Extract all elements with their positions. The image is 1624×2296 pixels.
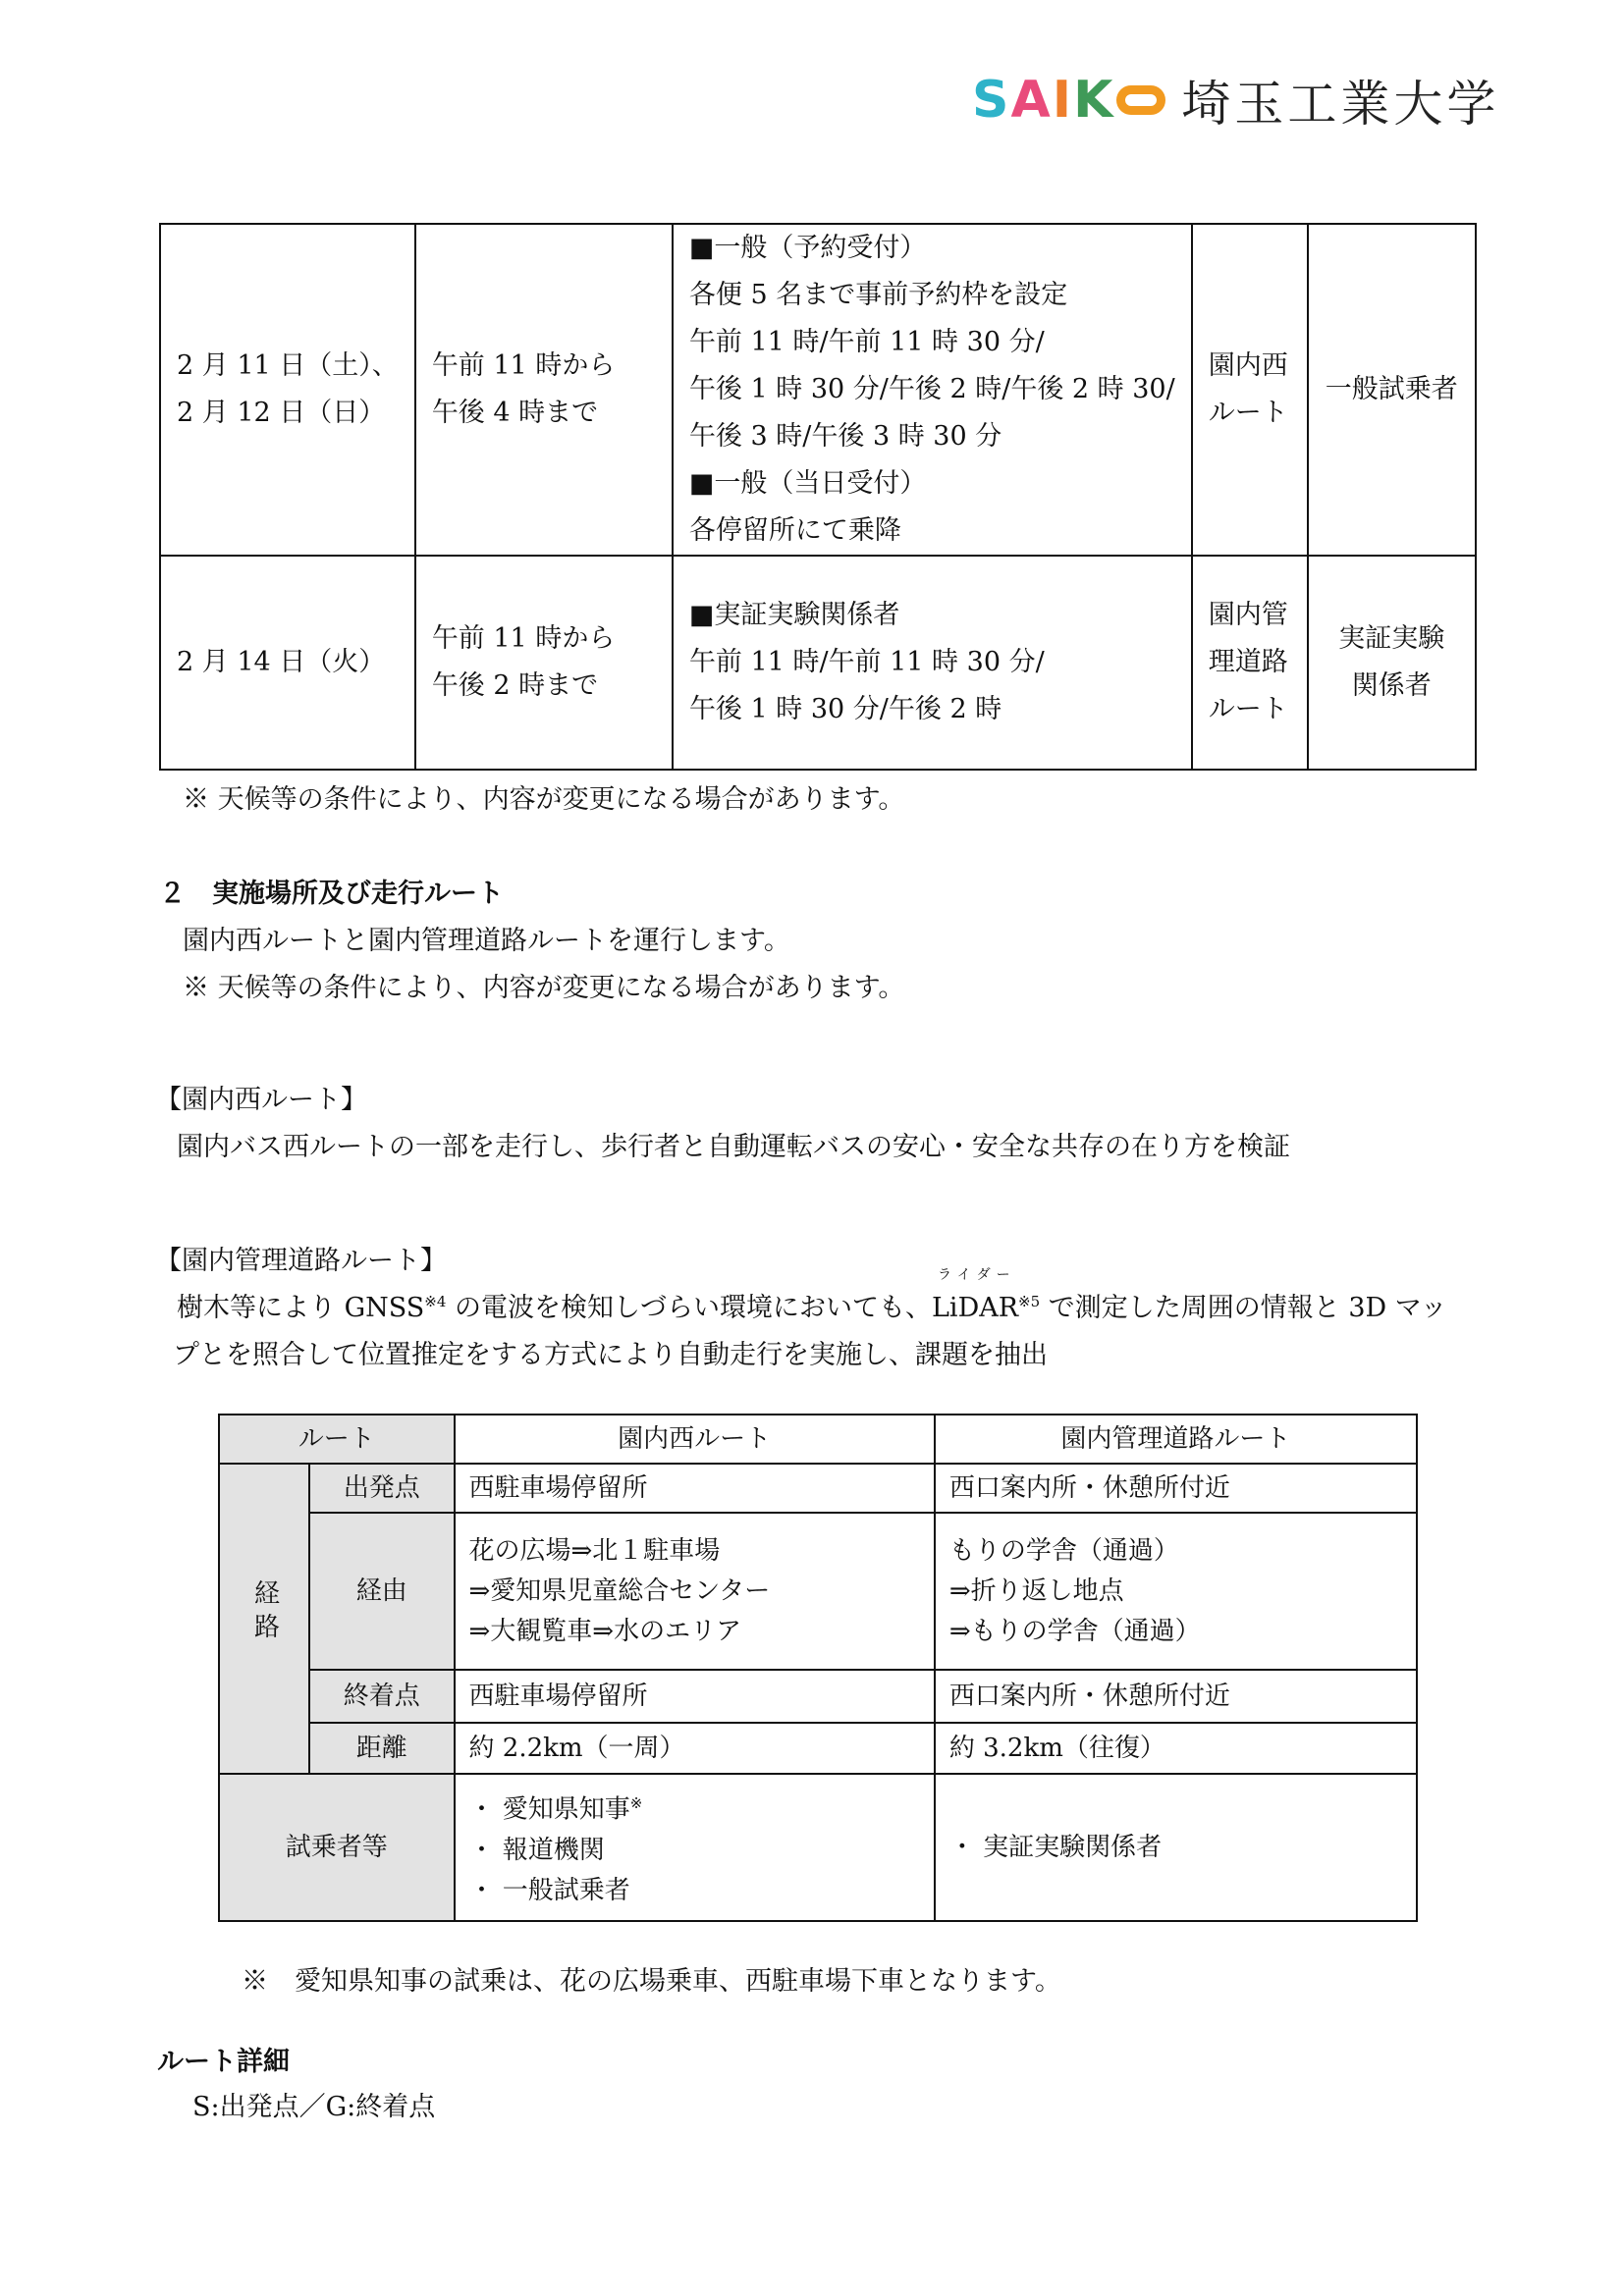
group-label-route <box>219 1464 309 1774</box>
rider-item: ・ 一般試乗者 <box>468 1875 630 1905</box>
schedule-detail-line: 午前 11 時/午前 11 時 30 分/ <box>688 327 1045 357</box>
logo-letter-a: A <box>1010 71 1053 130</box>
schedule-table <box>159 223 1477 771</box>
row-label: 経由 <box>309 1513 455 1670</box>
schedule-time: 午前 11 時から <box>431 350 616 381</box>
schedule-riders-cell <box>1308 224 1476 556</box>
mgmt-route-description <box>177 1286 1447 1324</box>
route-detail-heading: ルート詳細 <box>157 2047 290 2077</box>
weather-note: ※ 天候等の条件により、内容が変更になる場合があります。 <box>183 973 905 1003</box>
row-label: 出発点 <box>309 1464 455 1513</box>
mgmt-route-heading: 【園内管理道路ルート】 <box>155 1246 447 1276</box>
logo-letter-s: S <box>972 71 1011 130</box>
mgmt-via: もりの学舎（通過） <box>948 1535 1179 1566</box>
schedule-detail-line: 各停留所にて乗降 <box>688 515 901 546</box>
west-via: ⇒愛知県児童総合センター <box>468 1575 771 1606</box>
schedule-date: 2 月 14 日（火） <box>177 647 386 677</box>
footnote-ref: ※4 <box>424 1293 447 1310</box>
west-cell <box>455 1774 935 1921</box>
schedule-route-cell <box>1192 556 1308 770</box>
west-via: ⇒大観覧車⇒水のエリア <box>468 1616 742 1646</box>
schedule-riders: 関係者 <box>1351 670 1432 701</box>
logo-ring-icon <box>1116 85 1165 115</box>
schedule-riders: 一般試乗者 <box>1325 374 1458 404</box>
column-header-west: 園内西ルート <box>455 1415 935 1464</box>
table-row <box>219 1774 1417 1921</box>
schedule-date-cell <box>160 224 415 556</box>
table-row <box>219 1415 1417 1464</box>
mgmt-cell <box>935 1513 1417 1670</box>
weather-note: ※ 天候等の条件により、内容が変更になる場合があります。 <box>183 784 905 815</box>
rider-text: ・ 愛知県知事 <box>468 1794 630 1825</box>
section-heading: ２ 実施場所及び走行ルート <box>159 879 504 909</box>
logo-letter-i: I <box>1052 71 1074 130</box>
schedule-detail-line: 午後 1 時 30 分/午後 2 時 <box>688 694 1002 724</box>
schedule-riders: 実証実験 <box>1338 623 1445 654</box>
description-text: で測定した周囲の情報と 3D マッ <box>1040 1293 1447 1323</box>
logo-letter-k: K <box>1073 71 1115 130</box>
section-body: 園内西ルートと園内管理道路ルートを運行します。 <box>183 926 790 956</box>
schedule-row <box>160 556 1476 770</box>
schedule-detail-line: 午後 1 時 30 分/午後 2 時/午後 2 時 30/ <box>688 374 1175 404</box>
schedule-time: 午前 11 時から <box>431 623 616 654</box>
schedule-route: 理道路 <box>1208 647 1288 677</box>
mgmt-via: ⇒折り返し地点 <box>948 1575 1124 1606</box>
west-cell <box>455 1513 935 1670</box>
west-route-description: 園内バス西ルートの一部を走行し、歩行者と自動運転バスの安心・安全な共存の在り方を検証 <box>177 1132 1290 1162</box>
schedule-detail-line: 午前 11 時/午前 11 時 30 分/ <box>688 647 1045 677</box>
table-row <box>219 1513 1417 1670</box>
schedule-time-cell <box>415 556 673 770</box>
west-cell: 西駐車場停留所 <box>455 1670 935 1723</box>
route-header-label: ルート <box>219 1415 455 1464</box>
schedule-date-cell <box>160 556 415 770</box>
schedule-detail-line: 各便 5 名まで事前予約枠を設定 <box>688 280 1068 310</box>
schedule-detail-cell <box>673 224 1192 556</box>
footnote-ref: ※ <box>629 1794 643 1813</box>
schedule-route: 園内管 <box>1208 600 1288 630</box>
governor-note: ※ 愛知県知事の試乗は、花の広場乗車、西駐車場下車となります。 <box>242 1966 1061 1997</box>
schedule-date: 2 月 11 日（土）、 <box>177 350 399 381</box>
schedule-detail-line: ■一般（予約受付） <box>688 233 927 263</box>
mgmt-cell <box>935 1774 1417 1921</box>
mgmt-cell: 約 3.2km（往復） <box>935 1723 1417 1774</box>
route-table <box>218 1414 1418 1922</box>
rider-item <box>469 1784 920 1831</box>
schedule-row <box>160 224 1476 556</box>
rider-item: ・ 報道機関 <box>468 1835 605 1865</box>
schedule-date: 2 月 12 日（日） <box>177 398 386 428</box>
row-label: 試乗者等 <box>219 1774 455 1921</box>
schedule-detail-line: 午後 3 時/午後 3 時 30 分 <box>688 421 1002 452</box>
group-label-text: 経路 <box>249 1578 280 1646</box>
schedule-detail-cell <box>673 556 1192 770</box>
west-route-heading: 【園内西ルート】 <box>155 1085 367 1115</box>
row-label: 距離 <box>309 1723 455 1774</box>
schedule-route: ルート <box>1208 398 1288 428</box>
table-row <box>219 1723 1417 1774</box>
lidar-ruby: ライダー <box>938 1267 1016 1283</box>
schedule-time: 午後 2 時まで <box>431 670 599 701</box>
west-via: 花の広場⇒北１駐車場 <box>468 1535 721 1566</box>
west-cell: 西駐車場停留所 <box>455 1464 935 1513</box>
description-text: 樹木等により GNSS <box>177 1293 425 1323</box>
schedule-detail-line: ■実証実験関係者 <box>688 600 900 630</box>
table-row <box>219 1464 1417 1513</box>
footnote-ref: ※5 <box>1018 1293 1041 1310</box>
university-name: 埼玉工業大学 <box>1181 76 1500 133</box>
row-label: 終着点 <box>309 1670 455 1723</box>
schedule-route-cell <box>1192 224 1308 556</box>
schedule-time-cell <box>415 224 673 556</box>
university-logo <box>972 71 1500 133</box>
mgmt-route-description-line2: プとを照合して位置推定をする方式により自動走行を実施し、課題を抽出 <box>173 1340 1048 1370</box>
route-detail-legend: S:出発点／G:終着点 <box>192 2092 436 2122</box>
mgmt-cell: 西口案内所・休憩所付近 <box>935 1464 1417 1513</box>
mgmt-cell: 西口案内所・休憩所付近 <box>935 1670 1417 1723</box>
mgmt-via: ⇒もりの学舎（通過） <box>948 1616 1201 1646</box>
rider-item: ・ 実証実験関係者 <box>948 1832 1163 1862</box>
schedule-detail-line: ■一般（当日受付） <box>688 468 927 499</box>
west-cell: 約 2.2km（一周） <box>455 1723 935 1774</box>
description-text: の電波を検知しづらい環境においても、LiDAR <box>446 1293 1019 1323</box>
schedule-time: 午後 4 時まで <box>431 398 599 428</box>
schedule-route: 園内西 <box>1208 350 1288 381</box>
schedule-route: ルート <box>1208 694 1288 724</box>
column-header-mgmt: 園内管理道路ルート <box>935 1415 1417 1464</box>
table-row <box>219 1670 1417 1723</box>
schedule-riders-cell <box>1308 556 1476 770</box>
